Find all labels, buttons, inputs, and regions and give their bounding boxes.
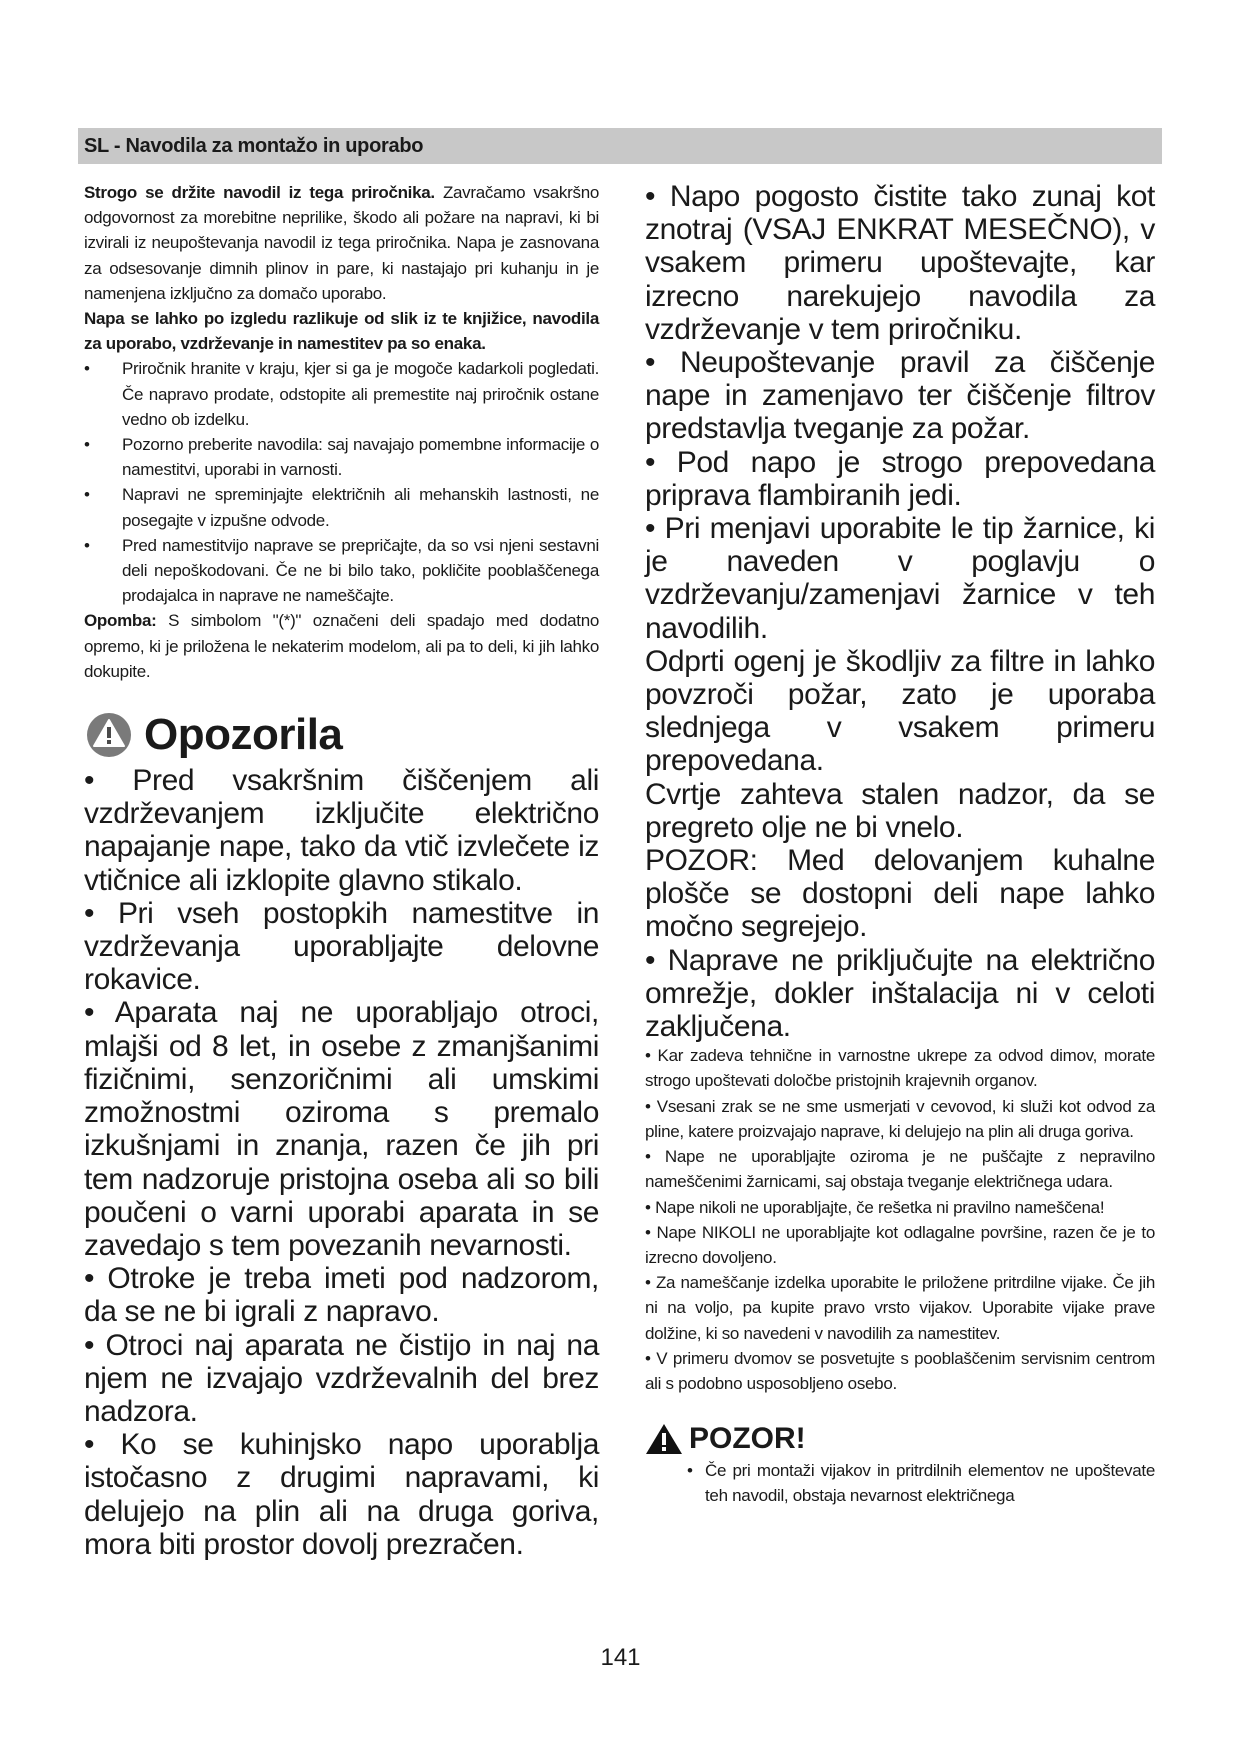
warning-item: • Pod napo je strogo prepovedana priprava flambiranih jedi. [645,445,1155,512]
note-paragraph [84,608,599,684]
warnings-heading [84,710,599,760]
warning-item: • Neupoštevanje pravil za čiščenje nape in zamenjavo ter čiščenje filtrov predstavlja tveganje za požar. [645,346,1155,446]
warning-triangle-icon [645,1423,683,1455]
intro-strict-text: Zavračamo vsakršno odgovornost za morebitne neprilike, škodo ali požare na napravi, ki bi izvirali iz neupoštevanja navodil iz tega priročnika. Napa je zasnovana za odsesovanje dimnih plinov in pare, ki nastajajo pri kuhanju in je namenjena izključno za domačo uporabo. [84,183,599,303]
list-item: • Priročnik hranite v kraju, kjer si ga je mogoče kadarkoli pogledati. Če napravo prodate, odstopite ali premestite naj priročnik ostane vedno ob izdelku. [84,359,599,429]
warning-item: • Naprave ne priključujte na električno omrežje, dokler inštalacija ni v celoti zaključena. [645,943,1155,1044]
warning-item: • Pred vsakršnim čiščenjem ali vzdrževanjem izključite električno napajanje nape, tako da vtič izvlečete iz vtičnice ali izklopite glavno stikalo. [84,764,599,897]
left-column [84,180,599,1561]
pozor-heading [645,1422,1155,1456]
note-label: Opomba: [84,611,157,631]
intro-appearance-note: Napa se lahko po izgledu razlikuje od slik iz te knjižice, navodila za uporabo, vzdrževanje in namestitev pa so enaka. [84,309,599,354]
warnings-title: Opozorila [144,710,343,760]
pozor-title: POZOR! [689,1422,806,1456]
note-text: S simbolom "(*)" označeni deli spadajo med dodatno opremo, ki je priložena le nekaterim modelom, ali pa to deli, ki jih lahko dokupite. [84,611,599,681]
warning-item: POZOR: Med delovanjem kuhalne plošče se dostopni deli nape lahko močno segrejejo. [645,844,1155,944]
warning-detail-item: • Nape nikoli ne uporabljajte, če rešetka ni pravilno nameščena! [645,1197,1105,1217]
warning-detail-item: • Nape NIKOLI ne uporabljajte kot odlagalne površine, razen če je to izrecno dovoljeno. [645,1222,1155,1267]
page-number: 141 [600,1644,641,1671]
list-item: • Pred namestitvijo naprave se prepričajte, da so vsi njeni sestavni deli nepoškodovani. Če ne bi bilo tako, pokličite pooblaščenega prodajalca in naprave ne nameščajte. [84,535,599,606]
pozor-item: • Če pri montaži vijakov in pritrdilnih elementov ne upoštevate teh navodil, obstaja nevarnost električnega [687,1461,1155,1506]
warning-detail-item: • V primeru dvomov se posvetujte s pooblaščenim servisnim centrom ali s podobno usposobljeno osebo. [645,1348,1155,1393]
warning-item: • Pri menjavi uporabite le tip žarnice, ki je naveden v poglavju o vzdrževanju/zamenjavi žarnice v teh navodilih. [645,512,1155,645]
intro-strict-bold: Strogo se držite navodil iz tega priročnika. [84,183,435,202]
warning-detail-item: • Za nameščanje izdelka uporabite le priložene pritrdilne vijake. Če jih ni na voljo, pa kupite pravo vrsto vijakov. Uporabite vijake prave dolžine, ki so navedeni v navodilih za namestitev. [645,1273,1155,1343]
warning-item: • Napo pogosto čistite tako zunaj kot znotraj (VSAJ ENKRAT MESEČNO), v vsakem primeru upoštevajte, kar izrecno narekujejo navodila za vzdrževanje v tem priročniku. [645,180,1155,346]
intro-paragraph [84,180,599,306]
section-title: SL - Navodila za montažo in uporabo [84,135,424,157]
warning-item: • Ko se kuhinjsko napo uporablja istočasno z drugimi napravami, ki delujejo na plin ali na druga goriva, mora biti prostor dovolj prezračen. [84,1428,599,1561]
warning-detail-item: • Nape ne uporabljajte oziroma je ne puščajte z nepravilno nameščenimi žarnicami, saj obstaja tveganje električnega udara. [645,1147,1155,1192]
list-item: • Napravi ne spreminjajte električnih ali mehanskih lastnosti, ne posegajte v izpušne odvode. [84,485,599,530]
section-header-bar [78,128,1162,164]
intro-bullet-list [84,356,599,608]
warning-item: • Pri vseh postopkih namestitve in vzdrževanja uporabljajte delovne rokavice. [84,896,599,997]
warning-item: • Otroci naj aparata ne čistijo in naj na njem ne izvajajo vzdrževalnih del brez nadzora. [84,1328,599,1428]
warning-item: • Otroke je treba imeti pod nadzorom, da se ne bi igrali z napravo. [84,1262,599,1329]
warning-circle-icon [86,712,132,758]
warning-item: Cvrtje zahteva stalen nadzor, da se pregreto olje ne bi vnelo. [645,777,1155,844]
right-column [645,180,1155,1509]
warning-detail-item: • Kar zadeva tehnične in varnostne ukrepe za odvod dimov, morate strogo upoštevati določbe pristojnih krajevnih organov. [645,1046,1155,1091]
warning-detail-item: • Vsesani zrak se ne sme usmerjati v cevovod, ki služi kot odvod za pline, katere proizvajajo naprave, ki delujejo na plin ali druga goriva. [645,1096,1155,1141]
warning-item: Odprti ogenj je škodljiv za filtre in lahko povzroči požar, zato je uporaba slednjega v vsakem primeru prepovedana. [645,644,1155,778]
list-item: • Pozorno preberite navodila: saj navajajo pomembne informacije o namestitvi, uporabi in varnosti. [84,435,599,480]
warning-item: • Aparata naj ne uporabljajo otroci, mlajši od 8 let, in osebe z zmanjšanimi fizičnimi, senzoričnimi ali umskimi zmožnostmi oziroma s premalo izkušnjami in znanja, razen če jih pri tem nadzoruje pristojna oseba ali so bili poučeni o varni uporabi aparata in se zavedajo s tem povezanih nevarnosti. [84,996,599,1262]
